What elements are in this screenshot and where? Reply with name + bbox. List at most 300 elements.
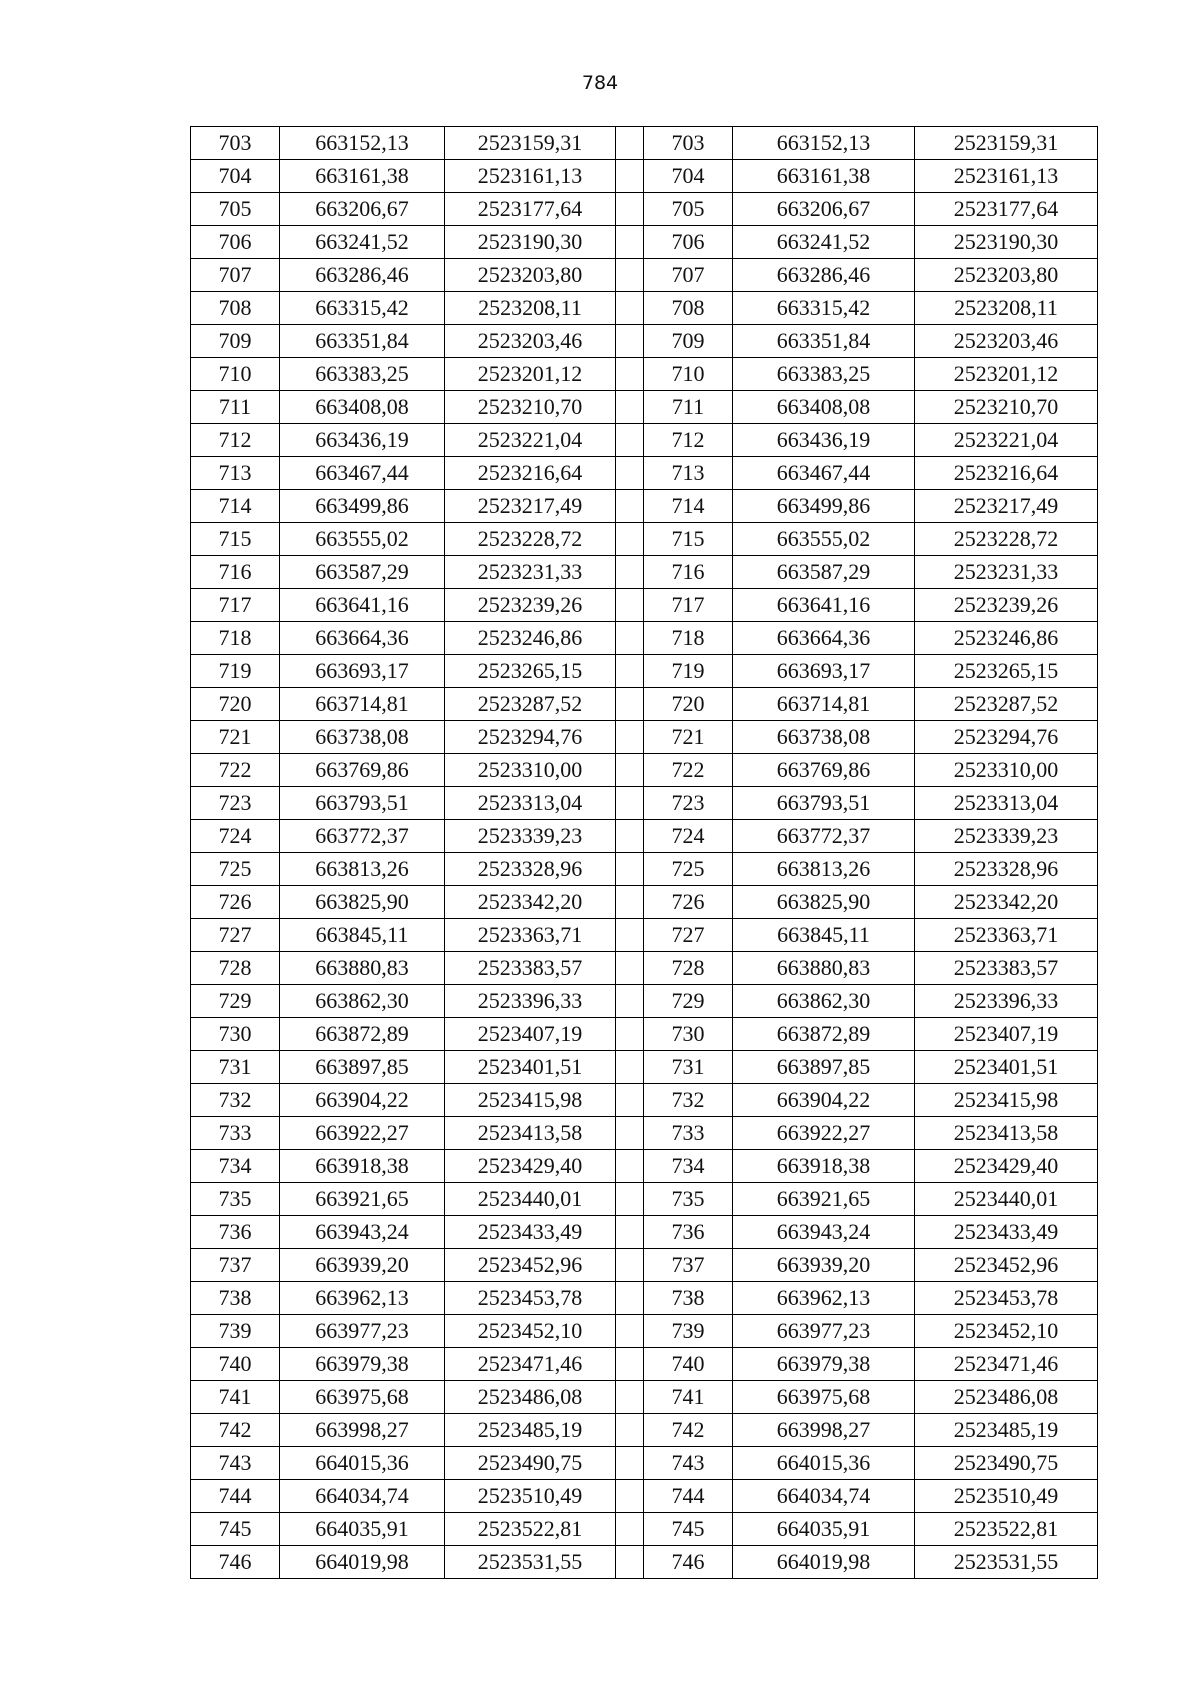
table-row: [191, 787, 1098, 820]
y-coordinate-cell: 2523396,33: [915, 985, 1098, 1018]
x-coordinate-cell: 663880,83: [280, 952, 445, 985]
point-number-cell: 730: [644, 1018, 733, 1051]
y-coordinate-cell: 2523210,70: [445, 391, 616, 424]
spacer-cell: [616, 424, 644, 457]
point-number-cell: 729: [191, 985, 280, 1018]
table-row: [191, 1480, 1098, 1513]
y-coordinate-cell: 2523201,12: [445, 358, 616, 391]
y-coordinate-cell: 2523415,98: [915, 1084, 1098, 1117]
x-coordinate-cell: 663880,83: [733, 952, 915, 985]
spacer-cell: [616, 1513, 644, 1546]
table-row: [191, 1183, 1098, 1216]
table-row: [191, 1381, 1098, 1414]
y-coordinate-cell: 2523522,81: [915, 1513, 1098, 1546]
point-number-cell: 719: [191, 655, 280, 688]
x-coordinate-cell: 663286,46: [280, 259, 445, 292]
x-coordinate-cell: 663918,38: [280, 1150, 445, 1183]
y-coordinate-cell: 2523490,75: [915, 1447, 1098, 1480]
y-coordinate-cell: 2523342,20: [445, 886, 616, 919]
point-number-cell: 711: [644, 391, 733, 424]
point-number-cell: 738: [191, 1282, 280, 1315]
x-coordinate-cell: 664019,98: [280, 1546, 445, 1579]
point-number-cell: 705: [644, 193, 733, 226]
point-number-cell: 724: [191, 820, 280, 853]
point-number-cell: 707: [644, 259, 733, 292]
table-row: [191, 1051, 1098, 1084]
spacer-cell: [616, 787, 644, 820]
x-coordinate-cell: 663962,13: [733, 1282, 915, 1315]
x-coordinate-cell: 663714,81: [733, 688, 915, 721]
y-coordinate-cell: 2523452,96: [915, 1249, 1098, 1282]
point-number-cell: 710: [191, 358, 280, 391]
x-coordinate-cell: 663975,68: [280, 1381, 445, 1414]
y-coordinate-cell: 2523453,78: [445, 1282, 616, 1315]
x-coordinate-cell: 663872,89: [280, 1018, 445, 1051]
table-row: [191, 1513, 1098, 1546]
x-coordinate-cell: 663845,11: [733, 919, 915, 952]
point-number-cell: 731: [644, 1051, 733, 1084]
y-coordinate-cell: 2523228,72: [915, 523, 1098, 556]
point-number-cell: 728: [191, 952, 280, 985]
x-coordinate-cell: 663351,84: [733, 325, 915, 358]
x-coordinate-cell: 663351,84: [280, 325, 445, 358]
point-number-cell: 722: [644, 754, 733, 787]
x-coordinate-cell: 663383,25: [733, 358, 915, 391]
y-coordinate-cell: 2523310,00: [915, 754, 1098, 787]
spacer-cell: [616, 127, 644, 160]
table-row: [191, 820, 1098, 853]
spacer-cell: [616, 259, 644, 292]
y-coordinate-cell: 2523328,96: [445, 853, 616, 886]
y-coordinate-cell: 2523401,51: [915, 1051, 1098, 1084]
y-coordinate-cell: 2523190,30: [445, 226, 616, 259]
x-coordinate-cell: 663918,38: [733, 1150, 915, 1183]
table-row: [191, 193, 1098, 226]
point-number-cell: 729: [644, 985, 733, 1018]
table-row: [191, 952, 1098, 985]
spacer-cell: [616, 985, 644, 1018]
point-number-cell: 720: [191, 688, 280, 721]
y-coordinate-cell: 2523210,70: [915, 391, 1098, 424]
point-number-cell: 706: [191, 226, 280, 259]
table-row: [191, 1150, 1098, 1183]
x-coordinate-cell: 663813,26: [280, 853, 445, 886]
spacer-cell: [616, 1480, 644, 1513]
spacer-cell: [616, 721, 644, 754]
table-row: [191, 1447, 1098, 1480]
point-number-cell: 737: [644, 1249, 733, 1282]
y-coordinate-cell: 2523471,46: [915, 1348, 1098, 1381]
x-coordinate-cell: 663587,29: [733, 556, 915, 589]
y-coordinate-cell: 2523294,76: [445, 721, 616, 754]
table-row: [191, 457, 1098, 490]
x-coordinate-cell: 663664,36: [733, 622, 915, 655]
x-coordinate-cell: 663897,85: [280, 1051, 445, 1084]
point-number-cell: 726: [191, 886, 280, 919]
x-coordinate-cell: 663152,13: [280, 127, 445, 160]
y-coordinate-cell: 2523239,26: [445, 589, 616, 622]
point-number-cell: 740: [191, 1348, 280, 1381]
point-number-cell: 725: [191, 853, 280, 886]
x-coordinate-cell: 663206,67: [280, 193, 445, 226]
y-coordinate-cell: 2523217,49: [445, 490, 616, 523]
x-coordinate-cell: 663825,90: [733, 886, 915, 919]
point-number-cell: 733: [191, 1117, 280, 1150]
table-row: [191, 1414, 1098, 1447]
spacer-cell: [616, 1249, 644, 1282]
table-row: [191, 589, 1098, 622]
point-number-cell: 704: [644, 160, 733, 193]
point-number-cell: 716: [644, 556, 733, 589]
x-coordinate-cell: 663587,29: [280, 556, 445, 589]
table-row: [191, 688, 1098, 721]
point-number-cell: 718: [644, 622, 733, 655]
point-number-cell: 728: [644, 952, 733, 985]
point-number-cell: 744: [191, 1480, 280, 1513]
spacer-cell: [616, 556, 644, 589]
table-row: [191, 721, 1098, 754]
x-coordinate-cell: 663161,38: [280, 160, 445, 193]
x-coordinate-cell: 663315,42: [280, 292, 445, 325]
page-number: 784: [581, 72, 619, 94]
table-row: [191, 292, 1098, 325]
point-number-cell: 736: [644, 1216, 733, 1249]
point-number-cell: 712: [644, 424, 733, 457]
y-coordinate-cell: 2523522,81: [445, 1513, 616, 1546]
y-coordinate-cell: 2523265,15: [445, 655, 616, 688]
point-number-cell: 724: [644, 820, 733, 853]
y-coordinate-cell: 2523413,58: [445, 1117, 616, 1150]
y-coordinate-cell: 2523429,40: [445, 1150, 616, 1183]
point-number-cell: 741: [644, 1381, 733, 1414]
x-coordinate-cell: 663161,38: [733, 160, 915, 193]
x-coordinate-cell: 663904,22: [733, 1084, 915, 1117]
spacer-cell: [616, 292, 644, 325]
y-coordinate-cell: 2523453,78: [915, 1282, 1098, 1315]
table-row: [191, 325, 1098, 358]
y-coordinate-cell: 2523310,00: [445, 754, 616, 787]
y-coordinate-cell: 2523231,33: [915, 556, 1098, 589]
y-coordinate-cell: 2523342,20: [915, 886, 1098, 919]
x-coordinate-cell: 663769,86: [733, 754, 915, 787]
x-coordinate-cell: 663793,51: [280, 787, 445, 820]
y-coordinate-cell: 2523440,01: [445, 1183, 616, 1216]
table-row: [191, 1282, 1098, 1315]
x-coordinate-cell: 663979,38: [733, 1348, 915, 1381]
y-coordinate-cell: 2523401,51: [445, 1051, 616, 1084]
y-coordinate-cell: 2523208,11: [915, 292, 1098, 325]
x-coordinate-cell: 663408,08: [280, 391, 445, 424]
spacer-cell: [616, 952, 644, 985]
y-coordinate-cell: 2523490,75: [445, 1447, 616, 1480]
y-coordinate-cell: 2523201,12: [915, 358, 1098, 391]
y-coordinate-cell: 2523203,46: [915, 325, 1098, 358]
y-coordinate-cell: 2523159,31: [445, 127, 616, 160]
y-coordinate-cell: 2523363,71: [445, 919, 616, 952]
y-coordinate-cell: 2523383,57: [915, 952, 1098, 985]
y-coordinate-cell: 2523265,15: [915, 655, 1098, 688]
point-number-cell: 725: [644, 853, 733, 886]
x-coordinate-cell: 663939,20: [733, 1249, 915, 1282]
x-coordinate-cell: 663738,08: [280, 721, 445, 754]
point-number-cell: 734: [644, 1150, 733, 1183]
point-number-cell: 731: [191, 1051, 280, 1084]
x-coordinate-cell: 663206,67: [733, 193, 915, 226]
point-number-cell: 732: [191, 1084, 280, 1117]
y-coordinate-cell: 2523415,98: [445, 1084, 616, 1117]
table-row: [191, 886, 1098, 919]
y-coordinate-cell: 2523190,30: [915, 226, 1098, 259]
x-coordinate-cell: 663862,30: [280, 985, 445, 1018]
y-coordinate-cell: 2523433,49: [445, 1216, 616, 1249]
spacer-cell: [616, 688, 644, 721]
x-coordinate-cell: 664034,74: [733, 1480, 915, 1513]
y-coordinate-cell: 2523203,80: [915, 259, 1098, 292]
spacer-cell: [616, 1183, 644, 1216]
y-coordinate-cell: 2523208,11: [445, 292, 616, 325]
x-coordinate-cell: 664035,91: [733, 1513, 915, 1546]
spacer-cell: [616, 853, 644, 886]
spacer-cell: [616, 820, 644, 853]
point-number-cell: 745: [191, 1513, 280, 1546]
y-coordinate-cell: 2523486,08: [445, 1381, 616, 1414]
y-coordinate-cell: 2523452,10: [445, 1315, 616, 1348]
y-coordinate-cell: 2523407,19: [445, 1018, 616, 1051]
point-number-cell: 715: [191, 523, 280, 556]
spacer-cell: [616, 358, 644, 391]
x-coordinate-cell: 663979,38: [280, 1348, 445, 1381]
spacer-cell: [616, 1414, 644, 1447]
x-coordinate-cell: 663436,19: [733, 424, 915, 457]
spacer-cell: [616, 226, 644, 259]
point-number-cell: 736: [191, 1216, 280, 1249]
x-coordinate-cell: 663943,24: [280, 1216, 445, 1249]
spacer-cell: [616, 1018, 644, 1051]
point-number-cell: 743: [191, 1447, 280, 1480]
point-number-cell: 722: [191, 754, 280, 787]
y-coordinate-cell: 2523407,19: [915, 1018, 1098, 1051]
spacer-cell: [616, 919, 644, 952]
point-number-cell: 727: [644, 919, 733, 952]
point-number-cell: 711: [191, 391, 280, 424]
y-coordinate-cell: 2523217,49: [915, 490, 1098, 523]
x-coordinate-cell: 663693,17: [280, 655, 445, 688]
point-number-cell: 721: [644, 721, 733, 754]
x-coordinate-cell: 663897,85: [733, 1051, 915, 1084]
point-number-cell: 746: [191, 1546, 280, 1579]
y-coordinate-cell: 2523161,13: [915, 160, 1098, 193]
point-number-cell: 715: [644, 523, 733, 556]
spacer-cell: [616, 160, 644, 193]
y-coordinate-cell: 2523239,26: [915, 589, 1098, 622]
point-number-cell: 737: [191, 1249, 280, 1282]
point-number-cell: 707: [191, 259, 280, 292]
x-coordinate-cell: 663943,24: [733, 1216, 915, 1249]
point-number-cell: 730: [191, 1018, 280, 1051]
spacer-cell: [616, 1447, 644, 1480]
x-coordinate-cell: 663499,86: [280, 490, 445, 523]
x-coordinate-cell: 663241,52: [280, 226, 445, 259]
point-number-cell: 704: [191, 160, 280, 193]
x-coordinate-cell: 663998,27: [280, 1414, 445, 1447]
spacer-cell: [616, 655, 644, 688]
point-number-cell: 741: [191, 1381, 280, 1414]
spacer-cell: [616, 490, 644, 523]
y-coordinate-cell: 2523531,55: [445, 1546, 616, 1579]
y-coordinate-cell: 2523452,96: [445, 1249, 616, 1282]
point-number-cell: 714: [644, 490, 733, 523]
spacer-cell: [616, 1216, 644, 1249]
point-number-cell: 734: [191, 1150, 280, 1183]
y-coordinate-cell: 2523221,04: [445, 424, 616, 457]
y-coordinate-cell: 2523246,86: [445, 622, 616, 655]
point-number-cell: 709: [644, 325, 733, 358]
y-coordinate-cell: 2523228,72: [445, 523, 616, 556]
x-coordinate-cell: 663921,65: [280, 1183, 445, 1216]
x-coordinate-cell: 663499,86: [733, 490, 915, 523]
spacer-cell: [616, 886, 644, 919]
point-number-cell: 723: [191, 787, 280, 820]
x-coordinate-cell: 663555,02: [280, 523, 445, 556]
spacer-cell: [616, 325, 644, 358]
x-coordinate-cell: 663408,08: [733, 391, 915, 424]
spacer-cell: [616, 1348, 644, 1381]
x-coordinate-cell: 663977,23: [280, 1315, 445, 1348]
y-coordinate-cell: 2523177,64: [915, 193, 1098, 226]
point-number-cell: 703: [644, 127, 733, 160]
y-coordinate-cell: 2523433,49: [915, 1216, 1098, 1249]
y-coordinate-cell: 2523485,19: [445, 1414, 616, 1447]
point-number-cell: 720: [644, 688, 733, 721]
spacer-cell: [616, 1051, 644, 1084]
x-coordinate-cell: 663772,37: [280, 820, 445, 853]
x-coordinate-cell: 663904,22: [280, 1084, 445, 1117]
x-coordinate-cell: 663862,30: [733, 985, 915, 1018]
table-row: [191, 853, 1098, 886]
spacer-cell: [616, 1546, 644, 1579]
spacer-cell: [616, 457, 644, 490]
x-coordinate-cell: 663286,46: [733, 259, 915, 292]
point-number-cell: 717: [644, 589, 733, 622]
point-number-cell: 714: [191, 490, 280, 523]
x-coordinate-cell: 663383,25: [280, 358, 445, 391]
x-coordinate-cell: 663872,89: [733, 1018, 915, 1051]
x-coordinate-cell: 664015,36: [280, 1447, 445, 1480]
table-row: [191, 1315, 1098, 1348]
point-number-cell: 744: [644, 1480, 733, 1513]
x-coordinate-cell: 663975,68: [733, 1381, 915, 1414]
point-number-cell: 721: [191, 721, 280, 754]
table-row: [191, 919, 1098, 952]
y-coordinate-cell: 2523363,71: [915, 919, 1098, 952]
y-coordinate-cell: 2523440,01: [915, 1183, 1098, 1216]
x-coordinate-cell: 663641,16: [733, 589, 915, 622]
table-row: [191, 754, 1098, 787]
table-row: [191, 160, 1098, 193]
y-coordinate-cell: 2523413,58: [915, 1117, 1098, 1150]
spacer-cell: [616, 523, 644, 556]
y-coordinate-cell: 2523471,46: [445, 1348, 616, 1381]
y-coordinate-cell: 2523383,57: [445, 952, 616, 985]
x-coordinate-cell: 663769,86: [280, 754, 445, 787]
x-coordinate-cell: 663772,37: [733, 820, 915, 853]
x-coordinate-cell: 663977,23: [733, 1315, 915, 1348]
x-coordinate-cell: 663922,27: [733, 1117, 915, 1150]
y-coordinate-cell: 2523231,33: [445, 556, 616, 589]
spacer-cell: [616, 1381, 644, 1414]
y-coordinate-cell: 2523203,46: [445, 325, 616, 358]
coordinates-table: [190, 126, 1098, 1579]
point-number-cell: 745: [644, 1513, 733, 1546]
y-coordinate-cell: 2523177,64: [445, 193, 616, 226]
x-coordinate-cell: 663714,81: [280, 688, 445, 721]
spacer-cell: [616, 391, 644, 424]
y-coordinate-cell: 2523485,19: [915, 1414, 1098, 1447]
point-number-cell: 713: [191, 457, 280, 490]
x-coordinate-cell: 663315,42: [733, 292, 915, 325]
x-coordinate-cell: 663693,17: [733, 655, 915, 688]
x-coordinate-cell: 664035,91: [280, 1513, 445, 1546]
table-row: [191, 127, 1098, 160]
x-coordinate-cell: 663241,52: [733, 226, 915, 259]
point-number-cell: 709: [191, 325, 280, 358]
y-coordinate-cell: 2523328,96: [915, 853, 1098, 886]
spacer-cell: [616, 1150, 644, 1183]
coordinates-table-body: [191, 127, 1098, 1579]
table-row: [191, 424, 1098, 457]
x-coordinate-cell: 663664,36: [280, 622, 445, 655]
y-coordinate-cell: 2523396,33: [445, 985, 616, 1018]
point-number-cell: 712: [191, 424, 280, 457]
x-coordinate-cell: 664019,98: [733, 1546, 915, 1579]
table-row: [191, 259, 1098, 292]
point-number-cell: 740: [644, 1348, 733, 1381]
x-coordinate-cell: 663962,13: [280, 1282, 445, 1315]
table-row: [191, 490, 1098, 523]
y-coordinate-cell: 2523246,86: [915, 622, 1098, 655]
point-number-cell: 723: [644, 787, 733, 820]
x-coordinate-cell: 663436,19: [280, 424, 445, 457]
point-number-cell: 739: [191, 1315, 280, 1348]
point-number-cell: 746: [644, 1546, 733, 1579]
y-coordinate-cell: 2523216,64: [445, 457, 616, 490]
y-coordinate-cell: 2523203,80: [445, 259, 616, 292]
x-coordinate-cell: 663922,27: [280, 1117, 445, 1150]
table-row: [191, 622, 1098, 655]
table-row: [191, 226, 1098, 259]
y-coordinate-cell: 2523510,49: [915, 1480, 1098, 1513]
table-row: [191, 1084, 1098, 1117]
spacer-cell: [616, 1084, 644, 1117]
y-coordinate-cell: 2523452,10: [915, 1315, 1098, 1348]
point-number-cell: 716: [191, 556, 280, 589]
point-number-cell: 718: [191, 622, 280, 655]
point-number-cell: 719: [644, 655, 733, 688]
point-number-cell: 732: [644, 1084, 733, 1117]
table-row: [191, 391, 1098, 424]
point-number-cell: 708: [191, 292, 280, 325]
x-coordinate-cell: 663939,20: [280, 1249, 445, 1282]
point-number-cell: 727: [191, 919, 280, 952]
point-number-cell: 706: [644, 226, 733, 259]
x-coordinate-cell: 663793,51: [733, 787, 915, 820]
table-row: [191, 556, 1098, 589]
point-number-cell: 717: [191, 589, 280, 622]
y-coordinate-cell: 2523287,52: [915, 688, 1098, 721]
table-row: [191, 1216, 1098, 1249]
spacer-cell: [616, 193, 644, 226]
y-coordinate-cell: 2523339,23: [915, 820, 1098, 853]
